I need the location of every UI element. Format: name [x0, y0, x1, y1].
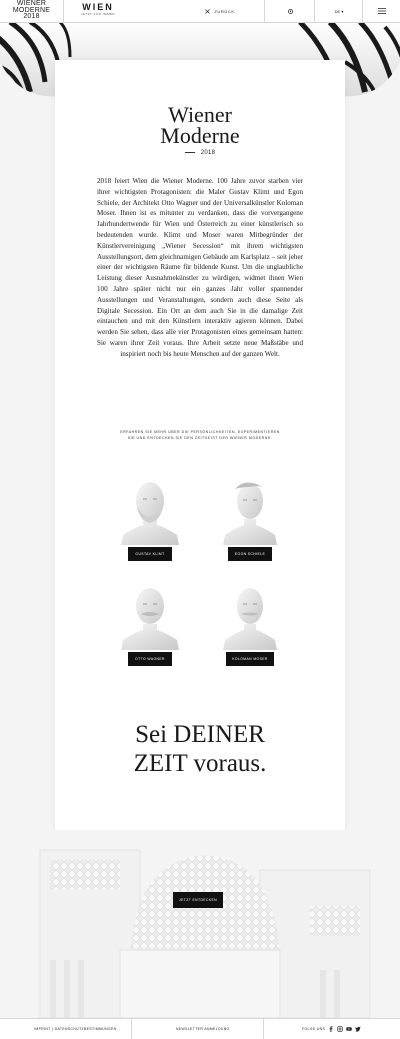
logo-line-3: 2018: [23, 13, 40, 20]
page-title: [55, 104, 345, 146]
settings-button[interactable]: [264, 0, 315, 22]
secession-building-graphic: [20, 830, 380, 1018]
artist-button-wagner[interactable]: OTTO WAGNER: [128, 652, 172, 666]
newsletter-link[interactable]: NEWSLETTER ANMELDUNG: [176, 1027, 230, 1031]
twitter-icon[interactable]: [355, 1026, 361, 1032]
wien-brand-logo[interactable]: [80, 3, 116, 17]
schiele-bust-icon: [215, 475, 285, 545]
menu-button[interactable]: [362, 0, 400, 22]
brand-name: WIEN: [82, 2, 114, 12]
discover-now-button[interactable]: JETZT ENTDECKEN: [173, 892, 223, 908]
discover-line-2: SIE UND ENTDECKEN SIE DEN ZEITGEIST DER WIENER MODERNE.: [127, 435, 273, 440]
wiener-moderne-logo[interactable]: [0, 0, 64, 22]
artist-card-klimt[interactable]: [115, 475, 185, 563]
facebook-icon[interactable]: [328, 1026, 334, 1032]
secession-building-image: [20, 830, 380, 1018]
footer-divider: [263, 1019, 264, 1039]
artist-card-wagner[interactable]: [115, 580, 185, 668]
artist-card-moser[interactable]: [215, 580, 285, 668]
close-icon: [205, 9, 210, 14]
top-navigation-bar: [0, 0, 400, 23]
slogan-line-1: Sei DEINER: [135, 721, 265, 748]
discover-line-1: ERFAHREN SIE MEHR ÜBER DIE PERSÖNLICHKEITEN, EXPERIMENTIEREN: [120, 430, 280, 434]
back-label: ZURÜCK: [214, 8, 235, 14]
language-select[interactable]: [314, 0, 363, 22]
instagram-icon[interactable]: [337, 1026, 343, 1032]
artist-button-moser[interactable]: KOLOMAN MOSER: [226, 652, 274, 666]
hamburger-menu-icon: [378, 8, 386, 14]
social-links: [302, 1019, 361, 1039]
artist-button-schiele[interactable]: EGON SCHIELE: [228, 547, 272, 561]
footer-divider: [131, 1019, 132, 1039]
title-line-1: Wiener: [168, 102, 232, 127]
follow-label: FOLGE UNS: [302, 1027, 326, 1031]
wagner-bust-icon: [115, 580, 185, 650]
gear-icon: [287, 8, 294, 15]
imprint-link[interactable]: IMPRINT | DATENSCHUTZBESTIMMUNGEN: [34, 1027, 117, 1031]
artist-button-klimt[interactable]: GUSTAV KLIMT: [128, 547, 172, 561]
discover-text: [75, 430, 325, 441]
klimt-bust-icon: [115, 475, 185, 545]
language-value: DE ▾: [334, 8, 344, 14]
youtube-icon[interactable]: [346, 1026, 352, 1032]
slogan-line-2: ZEIT voraus.: [133, 750, 267, 777]
brand-tagline: JETZT FÜR IMMER: [80, 12, 116, 16]
logo-line-1: WIENER: [16, 0, 47, 7]
slogan-heading: [55, 720, 345, 778]
footer: [0, 1018, 400, 1039]
artist-card-schiele[interactable]: [215, 475, 285, 563]
intro-text: 2018 feiert Wien die Wiener Moderne. 100 Jahre zuvor starben vier ihrer wichtigsten Protagonisten: die Maler Gustav Klimt und Egon Schiele, der Architekt Otto Wagner und der Universalkünstler Koloman Moser. Ihnen ist es mitunter zu verdanken, dass die vorvergangene Jahrhundertwende für Wien und Österreich zu einer künstlerisch so bedeutenden wurde. Klimt und Moser waren Mitbegründer der Künstlervereinigung „Wiener Secession“ mit ihrem wichtigsten Ausstellungsort, dem gleichnamigen Gebäude am Karlsplatz – seit jeher einer der wichtigsten Räume für bildende Kunst. Um die unglaubliche Leistung dieser Ausnahmekünstler zu würdigen, widmet ihnen Wien 100 Jahre später nicht nur ein ganzes Jahr voller spannender Ausstellungen und Veranstaltungen, sondern auch diese Seite als Digitale Secession. Ein Ort an dem auch Sie in die damalige Zeit eintauchen und mit den Künstlern interaktiv agieren können. Dabei werden Sie sehen, dass alle vier Protagonisten eines gemeinsam hatten: Sie waren ihrer Zeit voraus. Ihre Arbeit setzte neue Maßstäbe und inspiriert noch bis heute Menschen auf der ganzen Welt.: [97, 177, 303, 358]
back-button[interactable]: [170, 0, 270, 22]
moser-bust-icon: [215, 580, 285, 650]
title-line-2: Moderne: [160, 123, 240, 148]
logo-line-2: MODERNE: [12, 6, 51, 14]
year-label: 2018: [55, 150, 345, 156]
